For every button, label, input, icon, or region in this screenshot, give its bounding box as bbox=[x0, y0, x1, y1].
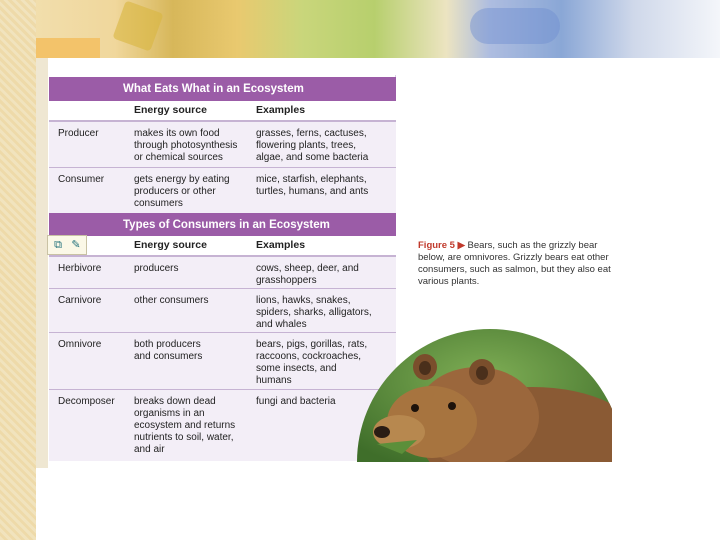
row-examples: grasses, ferns, cactuses, flowering plants, trees, algae, and some bacteria bbox=[256, 128, 369, 163]
decorative-left-band bbox=[0, 0, 36, 540]
row-type: Decomposer bbox=[58, 396, 115, 407]
figure-caption bbox=[418, 240, 618, 320]
row-source: breaks down dead organisms in an ecosystem and returns nutrients to soil, water, and air bbox=[134, 396, 236, 455]
row-source: both producers and consumers bbox=[134, 339, 203, 362]
row-type: Omnivore bbox=[58, 339, 102, 350]
table-row-carnivore bbox=[49, 288, 396, 332]
row-type: Consumer bbox=[58, 174, 105, 185]
floating-toolbar bbox=[47, 235, 87, 255]
row-source: makes its own food through photosynthesis or chemical sources bbox=[134, 128, 238, 163]
row-source: gets energy by eating producers or other consumers bbox=[134, 174, 230, 209]
table2-col-examples: Examples bbox=[256, 239, 306, 251]
grizzly-bear-photo bbox=[357, 322, 612, 462]
row-source: other consumers bbox=[134, 295, 209, 306]
row-examples: mice, starfish, elephants, turtles, humans, and ants bbox=[256, 174, 369, 197]
decorative-strip bbox=[36, 58, 48, 468]
figure-caption-text: Bears, such as the grizzly bear below, are omnivores. Grizzly bears eat other consumers, such as salmon, but they also eat various plants. bbox=[418, 240, 611, 287]
row-examples: bears, pigs, gorillas, rats, raccoons, cockroaches, some insects, and humans bbox=[256, 339, 368, 386]
table1-column-header bbox=[49, 101, 396, 121]
row-source: producers bbox=[134, 263, 179, 274]
row-examples: cows, sheep, deer, and grasshoppers bbox=[256, 263, 359, 286]
row-type: Herbivore bbox=[58, 263, 102, 274]
table-row-decomposer bbox=[49, 389, 396, 461]
table2-col-source: Energy source bbox=[134, 239, 207, 251]
figure-label: Figure 5 ▶ bbox=[418, 240, 465, 251]
ecosystem-table bbox=[49, 75, 396, 461]
copy-icon[interactable]: ⧉ bbox=[54, 239, 62, 251]
table2-title: Types of Consumers in an Ecosystem bbox=[49, 213, 396, 236]
row-examples: fungi and bacteria bbox=[256, 396, 336, 407]
table-row-consumer bbox=[49, 167, 396, 213]
table1-col-examples: Examples bbox=[256, 104, 306, 116]
edit-icon[interactable]: ✎ bbox=[71, 239, 81, 251]
row-examples: lions, hawks, snakes, spiders, sharks, alligators, and whales bbox=[256, 295, 372, 330]
bear-illustration bbox=[357, 322, 612, 462]
table-row-producer bbox=[49, 121, 396, 167]
table1-title: What Eats What in an Ecosystem bbox=[49, 77, 396, 101]
row-type: Producer bbox=[58, 128, 99, 139]
table-row-herbivore bbox=[49, 256, 396, 288]
row-type: Carnivore bbox=[58, 295, 102, 306]
table2-column-header bbox=[49, 236, 396, 256]
table-row-omnivore bbox=[49, 332, 396, 389]
decorative-banner bbox=[0, 0, 720, 58]
table1-col-source: Energy source bbox=[134, 104, 207, 116]
